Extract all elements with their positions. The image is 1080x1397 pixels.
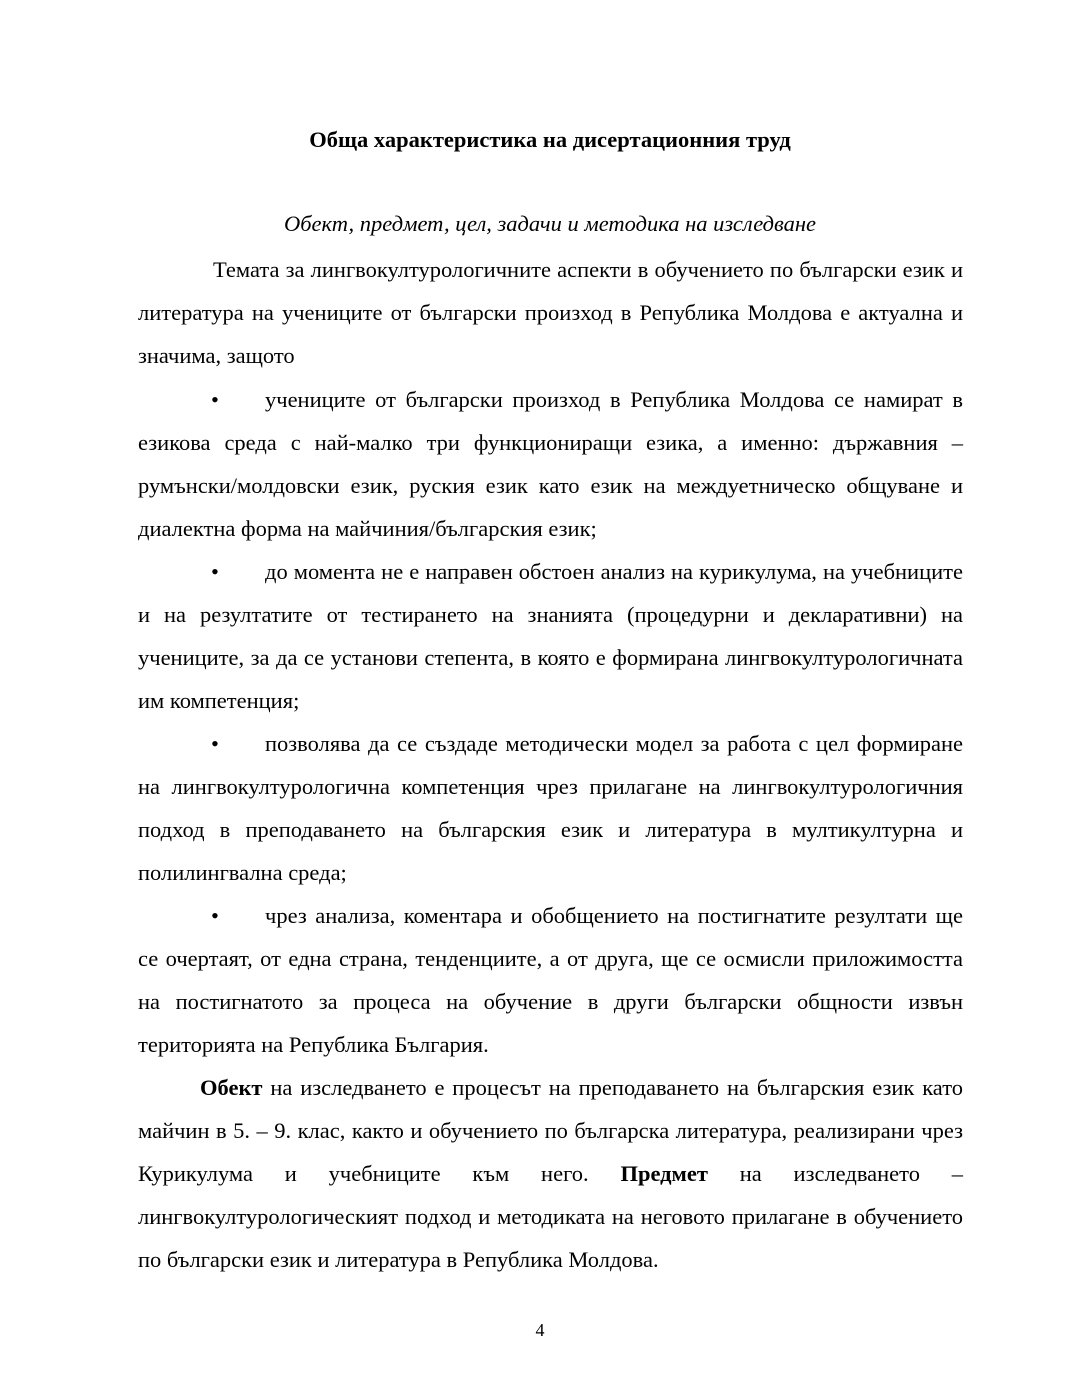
list-item bbox=[138, 894, 963, 1066]
intro-paragraph: Темата за лингвокултурологичните аспекти в обучението по български език и литература на учениците от български произход в Република Молдова е актуална и значима, защото bbox=[138, 257, 963, 368]
subject-text: на изследването – лингвокултурологическият подход и методиката на неговото прилагане в обучението по български език и литература в Република Молдова. bbox=[138, 1161, 964, 1272]
bullet-text: до момента не е направен обстоен анализ на курикулума, на учебниците и на резултатите от тестирането на знанията (процедурни и декларативни) на учениците, за да се установи степента, в която е формирана лингвокултурологичната им компетенция; bbox=[138, 559, 963, 713]
object-text: на изследването е процесът на преподаването на българския език като майчин в 5. – 9. клас, както и обучението по българска литература, реализирани чрез Курикулума и учебниците към него. bbox=[138, 1075, 963, 1186]
subject-term: Предмет bbox=[620, 1161, 708, 1186]
list-item bbox=[138, 550, 963, 722]
document-body bbox=[138, 248, 963, 1281]
document-title: Обща характеристика на дисертационния труд bbox=[309, 127, 791, 152]
bullet-text: учениците от български произход в Република Молдова се намират в езикова среда с най-малко три функциониращи езика, а именно: държавния – румънски/молдовски език, руския език като език на междуетническо общуване и диалектна форма на майчиния/българския език; bbox=[138, 387, 963, 541]
object-term: Обект bbox=[200, 1075, 263, 1100]
page-number: 4 bbox=[535, 1320, 545, 1340]
bullet-icon: • bbox=[211, 387, 219, 412]
bullet-list bbox=[138, 378, 963, 1066]
object-paragraph bbox=[138, 1066, 963, 1281]
document-subtitle: Обект, предмет, цел, задачи и методика на изследване bbox=[283, 211, 817, 236]
bullet-icon: • bbox=[211, 559, 219, 584]
list-item bbox=[138, 378, 963, 550]
bullet-icon: • bbox=[211, 731, 219, 756]
list-item bbox=[138, 722, 963, 894]
bullet-text: позволява да се създаде методически модел за работа с цел формиране на лингвокултурологична компетенция чрез прилагане на лингвокултурологичния подход в преподаването на българския език и литература в мултикултурна и полилингвална среда; bbox=[138, 731, 963, 885]
bullet-icon: • bbox=[211, 903, 219, 928]
bullet-text: чрез анализа, коментара и обобщението на постигнатите резултати ще се очертаят, от една страна, тенденциите, а от друга, ще се осмисли приложимостта на постигнатото за процеса на обучение в други български общности извън територията на Република България. bbox=[138, 903, 963, 1057]
